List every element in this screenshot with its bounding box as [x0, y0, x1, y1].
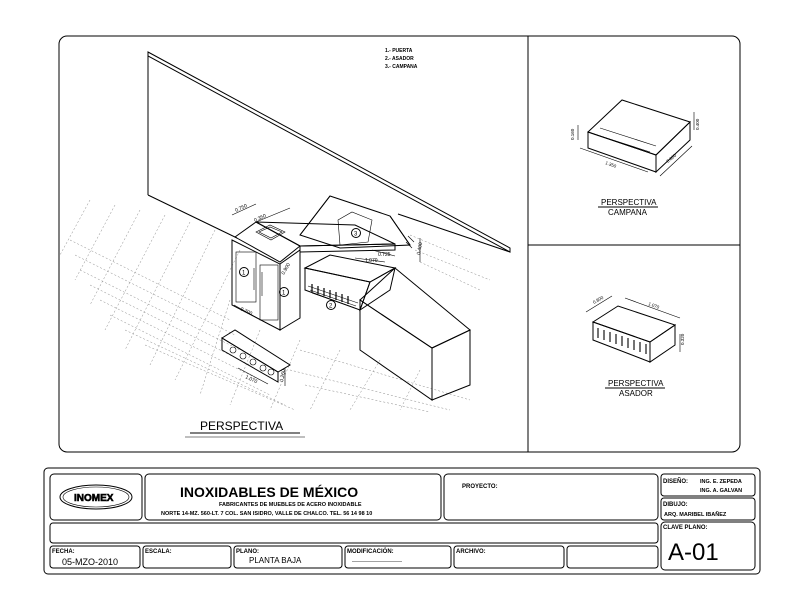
- dim-1070-panel: 1.070: [244, 374, 259, 386]
- callout-campana: [352, 229, 361, 238]
- campana-label-1: PERSPECTIVA: [601, 198, 657, 207]
- plano-value: PLANTA BAJA: [249, 556, 302, 565]
- legend: [385, 48, 418, 70]
- blank-strip: [50, 523, 658, 543]
- campana-label-2: CAMPANA: [608, 208, 647, 217]
- dim-1070: 1.070: [365, 258, 378, 264]
- diseno-value-2: ING. A. GALVAN: [700, 488, 743, 494]
- escala-label: ESCALA:: [145, 549, 172, 555]
- company-name: INOXIDABLES DE MÉXICO: [180, 484, 359, 500]
- main-perspective: [60, 48, 510, 437]
- modificacion-label: MODIFICACIÓN:: [347, 549, 394, 555]
- clave-label: CLAVE PLANO:: [663, 525, 708, 531]
- svg-text:1: 1: [242, 270, 246, 277]
- legend-item-1: 1.- PUERTA: [385, 48, 413, 54]
- dim-0725: 0.725: [378, 252, 391, 258]
- proyecto-label: PROYECTO:: [462, 484, 498, 490]
- asador-dim-1070: 1.070: [647, 301, 660, 310]
- svg-text:3: 3: [354, 231, 358, 238]
- dim-0350: 0.350: [253, 213, 268, 224]
- dibujo-label: DIBUJO:: [663, 502, 688, 508]
- dibujo-value: ARQ. MARIBEL IBAÑEZ: [664, 512, 727, 518]
- dim-0260: 0.260: [279, 368, 288, 383]
- diseno-label: DISEÑO:: [663, 479, 689, 485]
- fecha-value: 05-MZO-2010: [62, 557, 119, 567]
- extra-box: [567, 546, 658, 568]
- legend-item-3: 3.- CAMPANA: [385, 64, 418, 70]
- main-view-label: PERSPECTIVA: [200, 419, 284, 433]
- logo-text: INOMEX: [74, 493, 114, 504]
- company-address: NORTE 14-MZ. 560-LT. 7 COL. SAN ISIDRO, VALLE DE CHALCO. TEL. 56 14 98 10: [161, 511, 373, 517]
- asador-dim-0320: 0.320: [680, 333, 685, 345]
- svg-text:2: 2: [329, 303, 333, 310]
- company-subtitle: FABRICANTES DE MUEBLES DE ACERO INOXIDABLE: [219, 502, 362, 508]
- fecha-label: FECHA:: [52, 549, 75, 555]
- campana-dim-0600: 0.600: [665, 152, 678, 164]
- modificacion-value: -------------------------: [352, 559, 402, 565]
- grill: [305, 255, 395, 310]
- asador-label-2: ASADOR: [619, 389, 653, 398]
- callout-asador: [327, 301, 336, 310]
- campana-dim-0160: 0.160: [570, 128, 575, 140]
- campana-dim-0400: 0.400: [695, 118, 700, 130]
- asador-label-1: PERSPECTIVA: [608, 379, 664, 388]
- asador-dim-0800: 0.800: [592, 294, 605, 305]
- campana-detail: [570, 100, 700, 217]
- dim-0700: 0.700: [239, 306, 254, 318]
- callout-puerta: [240, 268, 249, 277]
- right-counter: [360, 268, 470, 400]
- clave-value: A-01: [668, 539, 719, 566]
- legend-item-2: 2.- ASADOR: [385, 56, 414, 62]
- diseno-value-1: ING. E. ZEPEDA: [700, 479, 742, 485]
- asador-detail: [586, 295, 685, 398]
- campana-dim-1350: 1.350: [604, 160, 617, 169]
- dim-0750: 0.750: [234, 203, 249, 214]
- back-wall: [148, 52, 510, 252]
- archivo-label: ARCHIVO:: [456, 549, 486, 555]
- svg-text:1: 1: [282, 290, 286, 297]
- proyecto-box: [444, 474, 658, 520]
- plano-label: PLANO:: [236, 549, 259, 555]
- callout-puerta-2: [280, 288, 289, 297]
- dim-0400: 0.400: [416, 241, 425, 256]
- dim-0900: 0.900: [280, 262, 292, 276]
- title-block: [44, 468, 760, 574]
- hood: [300, 196, 414, 248]
